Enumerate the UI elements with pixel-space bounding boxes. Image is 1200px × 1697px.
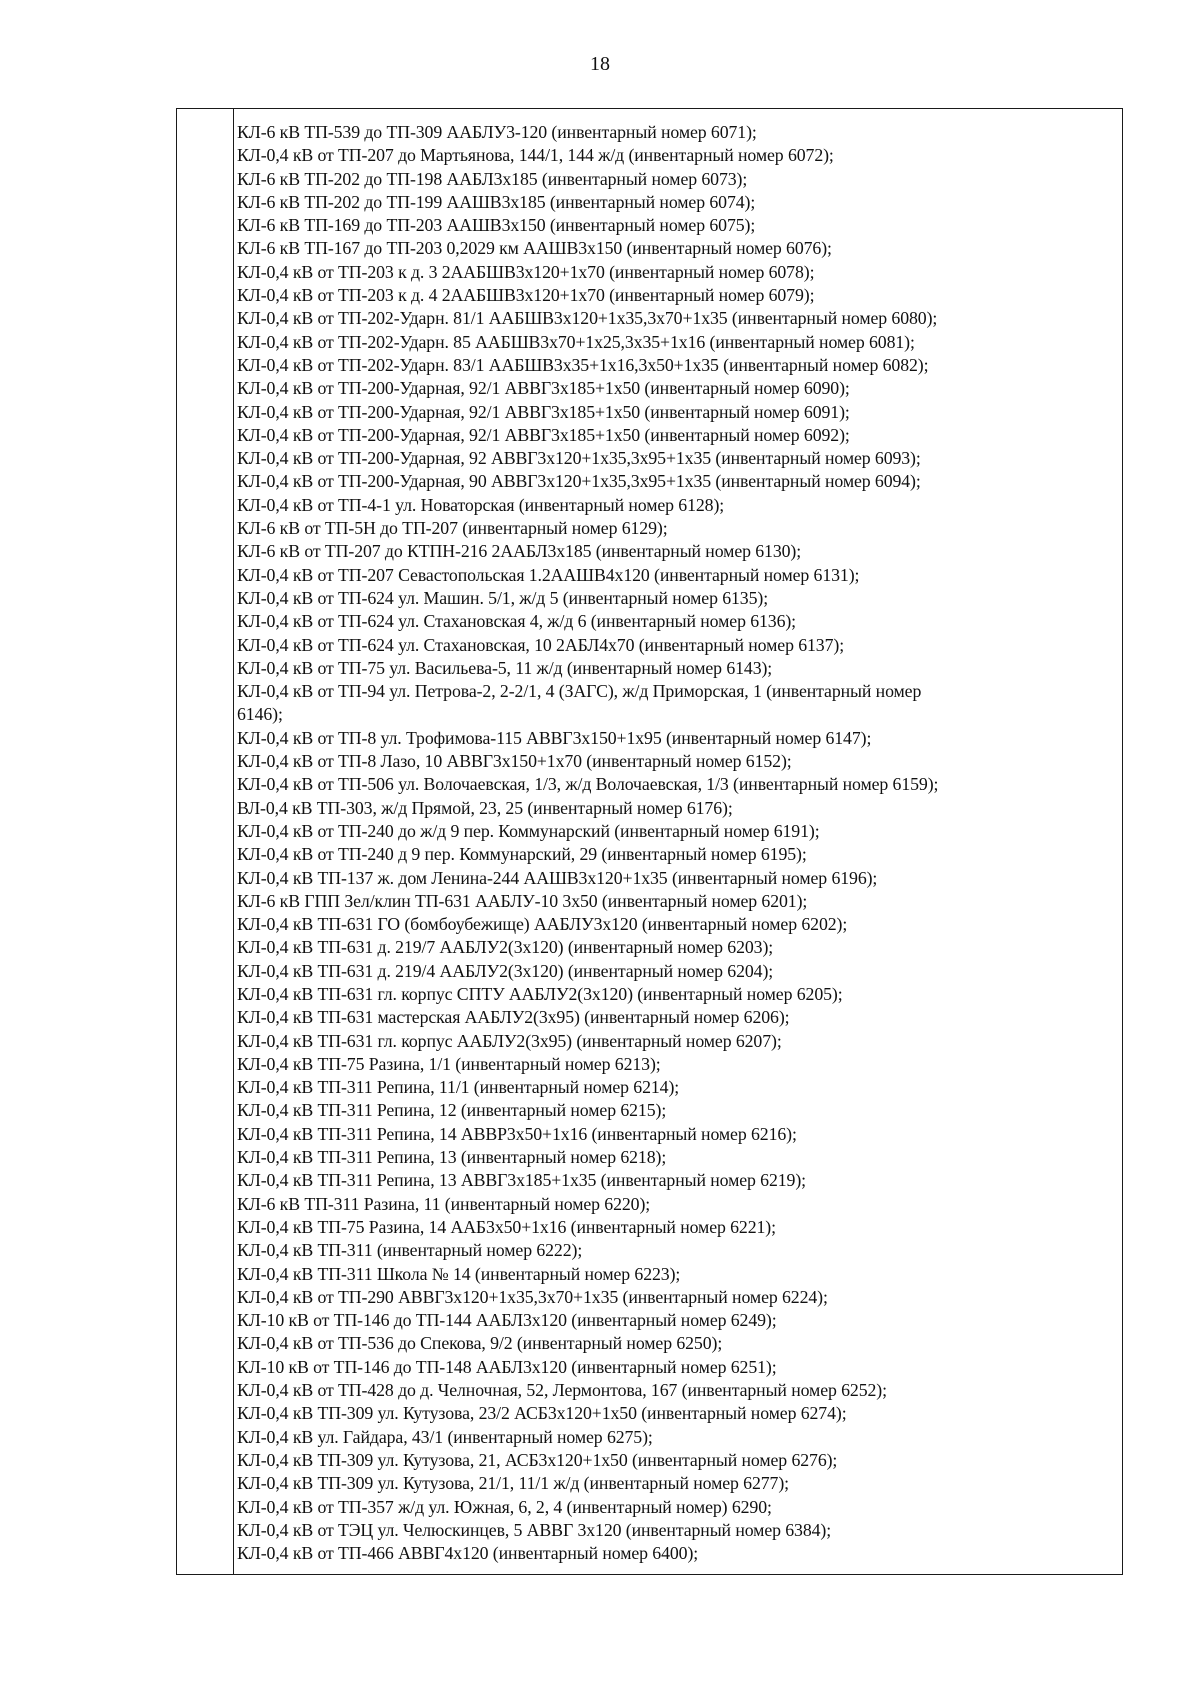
entry-line: КЛ-0,4 кВ от ТП-94 ул. Петрова-2, 2-2/1, 4 (ЗАГС), ж/д Приморская, 1 (инвентарный номер (237, 681, 922, 702)
entry-line: КЛ-0,4 кВ от ТП-240 д 9 пер. Коммунарский, 29 (инвентарный номер 6195); (237, 844, 807, 865)
entry-line: КЛ-10 кВ от ТП-146 до ТП-144 ААБЛ3х120 (инвентарный номер 6249); (237, 1310, 777, 1331)
entry-line: КЛ-0,4 кВ ТП-75 Разина, 14 ААБ3х50+1х16 (инвентарный номер 6221); (237, 1216, 776, 1237)
entry-line: КЛ-0,4 кВ от ТП-200-Ударная, 90 АВВГ3х120+1х35,3х95+1х35 (инвентарный номер 6094); (237, 471, 921, 492)
entry-line: КЛ-0,4 кВ ТП-311 Школа № 14 (инвентарный номер 6223); (237, 1263, 681, 1284)
entry-line: КЛ-0,4 кВ ТП-311 (инвентарный номер 6222); (237, 1240, 583, 1261)
entry-line: КЛ-0,4 кВ ТП-311 Репина, 11/1 (инвентарный номер 6214); (237, 1077, 680, 1098)
entry-line: КЛ-0,4 кВ ТП-631 гл. корпус ААБЛУ2(3х95) (инвентарный номер 6207); (237, 1030, 782, 1051)
entry-line: КЛ-0,4 кВ ТП-631 мастерская ААБЛУ2(3х95) (инвентарный номер 6206); (237, 1007, 790, 1028)
entry-line: КЛ-6 кВ ГПП Зел/клин ТП-631 ААБЛУ-10 3х50 (инвентарный номер 6201); (237, 890, 808, 911)
entry-line: КЛ-0,4 кВ от ТП-8 Лазо, 10 АВВГ3х150+1х70 (инвентарный номер 6152); (237, 751, 792, 772)
entry-line: КЛ-10 кВ от ТП-146 до ТП-148 ААБЛ3х120 (инвентарный номер 6251); (237, 1356, 777, 1377)
entry-line: КЛ-0,4 кВ от ТП-4-1 ул. Новаторская (инвентарный номер 6128); (237, 494, 725, 515)
entry-line: КЛ-0,4 кВ ТП-75 Разина, 1/1 (инвентарный номер 6213); (237, 1053, 661, 1074)
entry-line: КЛ-0,4 кВ от ТП-290 АВВГ3х120+1х35,3х70+1х35 (инвентарный номер 6224); (237, 1286, 828, 1307)
entry-line: КЛ-0,4 кВ от ТП-624 ул. Стахановская 4, ж/д 6 (инвентарный номер 6136); (237, 611, 797, 632)
entry-line: КЛ-0,4 кВ от ТП-202-Ударн. 83/1 ААБШВ3х35+1х16,3х50+1х35 (инвентарный номер 6082); (237, 354, 929, 375)
entry-line: КЛ-0,4 кВ от ТП-200-Ударная, 92/1 АВВГ3х185+1х50 (инвентарный номер 6091); (237, 401, 850, 422)
entry-line: КЛ-6 кВ от ТП-5Н до ТП-207 (инвентарный номер 6129); (237, 518, 668, 539)
entry-line: КЛ-0,4 кВ от ТП-428 до д. Челночная, 52, Лермонтова, 167 (инвентарный номер 6252); (237, 1380, 887, 1401)
entry-line: КЛ-6 кВ ТП-202 до ТП-198 ААБЛ3х185 (инвентарный номер 6073); (237, 168, 748, 189)
entry-line: КЛ-0,4 кВ от ТЭЦ ул. Челюскинцев, 5 АВВГ 3х120 (инвентарный номер 6384); (237, 1519, 832, 1540)
entry-line: КЛ-0,4 кВ ул. Гайдара, 43/1 (инвентарный номер 6275); (237, 1426, 653, 1447)
entry-line: КЛ-6 кВ ТП-539 до ТП-309 ААБЛУ3-120 (инвентарный номер 6071); (237, 122, 757, 142)
entry-line: КЛ-0,4 кВ ТП-311 Репина, 13 (инвентарный номер 6218); (237, 1147, 667, 1168)
entry-line: КЛ-0,4 кВ ТП-631 ГО (бомбоубежище) ААБЛУ3х120 (инвентарный номер 6202); (237, 914, 848, 935)
table-frame (176, 108, 1123, 1575)
entry-line: КЛ-0,4 кВ ТП-631 д. 219/4 ААБЛУ2(3х120) (инвентарный номер 6204); (237, 960, 774, 981)
entry-line: КЛ-6 кВ от ТП-207 до КТПН-216 2ААБЛ3х185 (инвентарный номер 6130); (237, 541, 802, 562)
entry-line: ВЛ-0,4 кВ ТП-303, ж/д Прямой, 23, 25 (инвентарный номер 6176); (237, 797, 733, 818)
entry-line: КЛ-0,4 кВ от ТП-200-Ударная, 92 АВВГ3х120+1х35,3х95+1х35 (инвентарный номер 6093); (237, 448, 921, 469)
entry-line: КЛ-0,4 кВ ТП-311 Репина, 12 (инвентарный номер 6215); (237, 1100, 667, 1121)
entry-line: КЛ-0,4 кВ от ТП-536 до Спекова, 9/2 (инвентарный номер 6250); (237, 1333, 723, 1354)
entry-line: КЛ-6 кВ ТП-202 до ТП-199 ААШВ3х185 (инвентарный номер 6074); (237, 191, 756, 212)
entry-line: КЛ-0,4 кВ ТП-631 гл. корпус СПТУ ААБЛУ2(3х120) (инвентарный номер 6205); (237, 983, 843, 1004)
entry-line: 6146); (237, 704, 283, 725)
entry-line: КЛ-0,4 кВ от ТП-207 до Мартьянова, 144/1, 144 ж/д (инвентарный номер 6072); (237, 145, 834, 166)
page-number: 18 (590, 53, 610, 75)
entry-line: КЛ-0,4 кВ ТП-631 д. 219/7 ААБЛУ2(3х120) (инвентарный номер 6203); (237, 937, 774, 958)
entries-list (237, 121, 1121, 1565)
column-divider (233, 109, 234, 1574)
entry-line: КЛ-0,4 кВ от ТП-203 к д. 3 2ААБШВ3х120+1х70 (инвентарный номер 6078); (237, 261, 815, 282)
entry-line: КЛ-0,4 кВ ТП-311 Репина, 13 АВВГ3х185+1х35 (инвентарный номер 6219); (237, 1170, 806, 1191)
entry-line: КЛ-0,4 кВ ТП-137 ж. дом Ленина-244 ААШВ3х120+1х35 (инвентарный номер 6196); (237, 867, 878, 888)
entry-line: КЛ-6 кВ ТП-169 до ТП-203 ААШВ3х150 (инвентарный номер 6075); (237, 215, 756, 236)
entry-line: КЛ-0,4 кВ от ТП-75 ул. Васильева-5, 11 ж/д (инвентарный номер 6143); (237, 657, 773, 678)
entry-line: КЛ-0,4 кВ ТП-309 ул. Кутузова, 23/2 АСБ3х120+1х50 (инвентарный номер 6274); (237, 1403, 847, 1424)
entry-line: КЛ-6 кВ ТП-167 до ТП-203 0,2029 км ААШВ3х150 (инвентарный номер 6076); (237, 238, 832, 259)
entry-line: КЛ-0,4 кВ от ТП-624 ул. Стахановская, 10 2АБЛ4х70 (инвентарный номер 6137); (237, 634, 845, 655)
entry-line: КЛ-0,4 кВ от ТП-357 ж/д ул. Южная, 6, 2, 4 (инвентарный номер) 6290; (237, 1496, 772, 1517)
entry-line: КЛ-0,4 кВ от ТП-8 ул. Трофимова-115 АВВГ3х150+1х95 (инвентарный номер 6147); (237, 727, 872, 748)
entry-line: КЛ-0,4 кВ от ТП-207 Севастопольская 1.2ААШВ4х120 (инвентарный номер 6131); (237, 564, 860, 585)
entry-line: КЛ-0,4 кВ от ТП-200-Ударная, 92/1 АВВГ3х185+1х50 (инвентарный номер 6092); (237, 424, 850, 445)
entry-line: КЛ-0,4 кВ от ТП-466 АВВГ4х120 (инвентарный номер 6400); (237, 1543, 699, 1564)
entry-line: КЛ-0,4 кВ от ТП-200-Ударная, 92/1 АВВГ3х185+1х50 (инвентарный номер 6090); (237, 378, 850, 399)
entry-line: КЛ-0,4 кВ ТП-311 Репина, 14 АВВР3х50+1х16 (инвентарный номер 6216); (237, 1123, 797, 1144)
entry-line: КЛ-0,4 кВ от ТП-203 к д. 4 2ААБШВ3х120+1х70 (инвентарный номер 6079); (237, 285, 815, 306)
entry-line: КЛ-0,4 кВ от ТП-202-Ударн. 81/1 ААБШВ3х120+1х35,3х70+1х35 (инвентарный номер 6080); (237, 308, 938, 329)
entry-line: КЛ-0,4 кВ ТП-309 ул. Кутузова, 21/1, 11/1 ж/д (инвентарный номер 6277); (237, 1473, 790, 1494)
entry-line: КЛ-0,4 кВ от ТП-240 до ж/д 9 пер. Коммунарский (инвентарный номер 6191); (237, 820, 820, 841)
entry-line: КЛ-0,4 кВ от ТП-202-Ударн. 85 ААБШВ3х70+1х25,3х35+1х16 (инвентарный номер 6081); (237, 331, 915, 352)
entry-line: КЛ-0,4 кВ от ТП-506 ул. Волочаевская, 1/3, ж/д Волочаевская, 1/3 (инвентарный номер 6159); (237, 774, 939, 795)
entry-line: КЛ-0,4 кВ ТП-309 ул. Кутузова, 21, АСБ3х120+1х50 (инвентарный номер 6276); (237, 1449, 838, 1470)
entry-line: КЛ-6 кВ ТП-311 Разина, 11 (инвентарный номер 6220); (237, 1193, 651, 1214)
entry-line: КЛ-0,4 кВ от ТП-624 ул. Машин. 5/1, ж/д 5 (инвентарный номер 6135); (237, 587, 769, 608)
